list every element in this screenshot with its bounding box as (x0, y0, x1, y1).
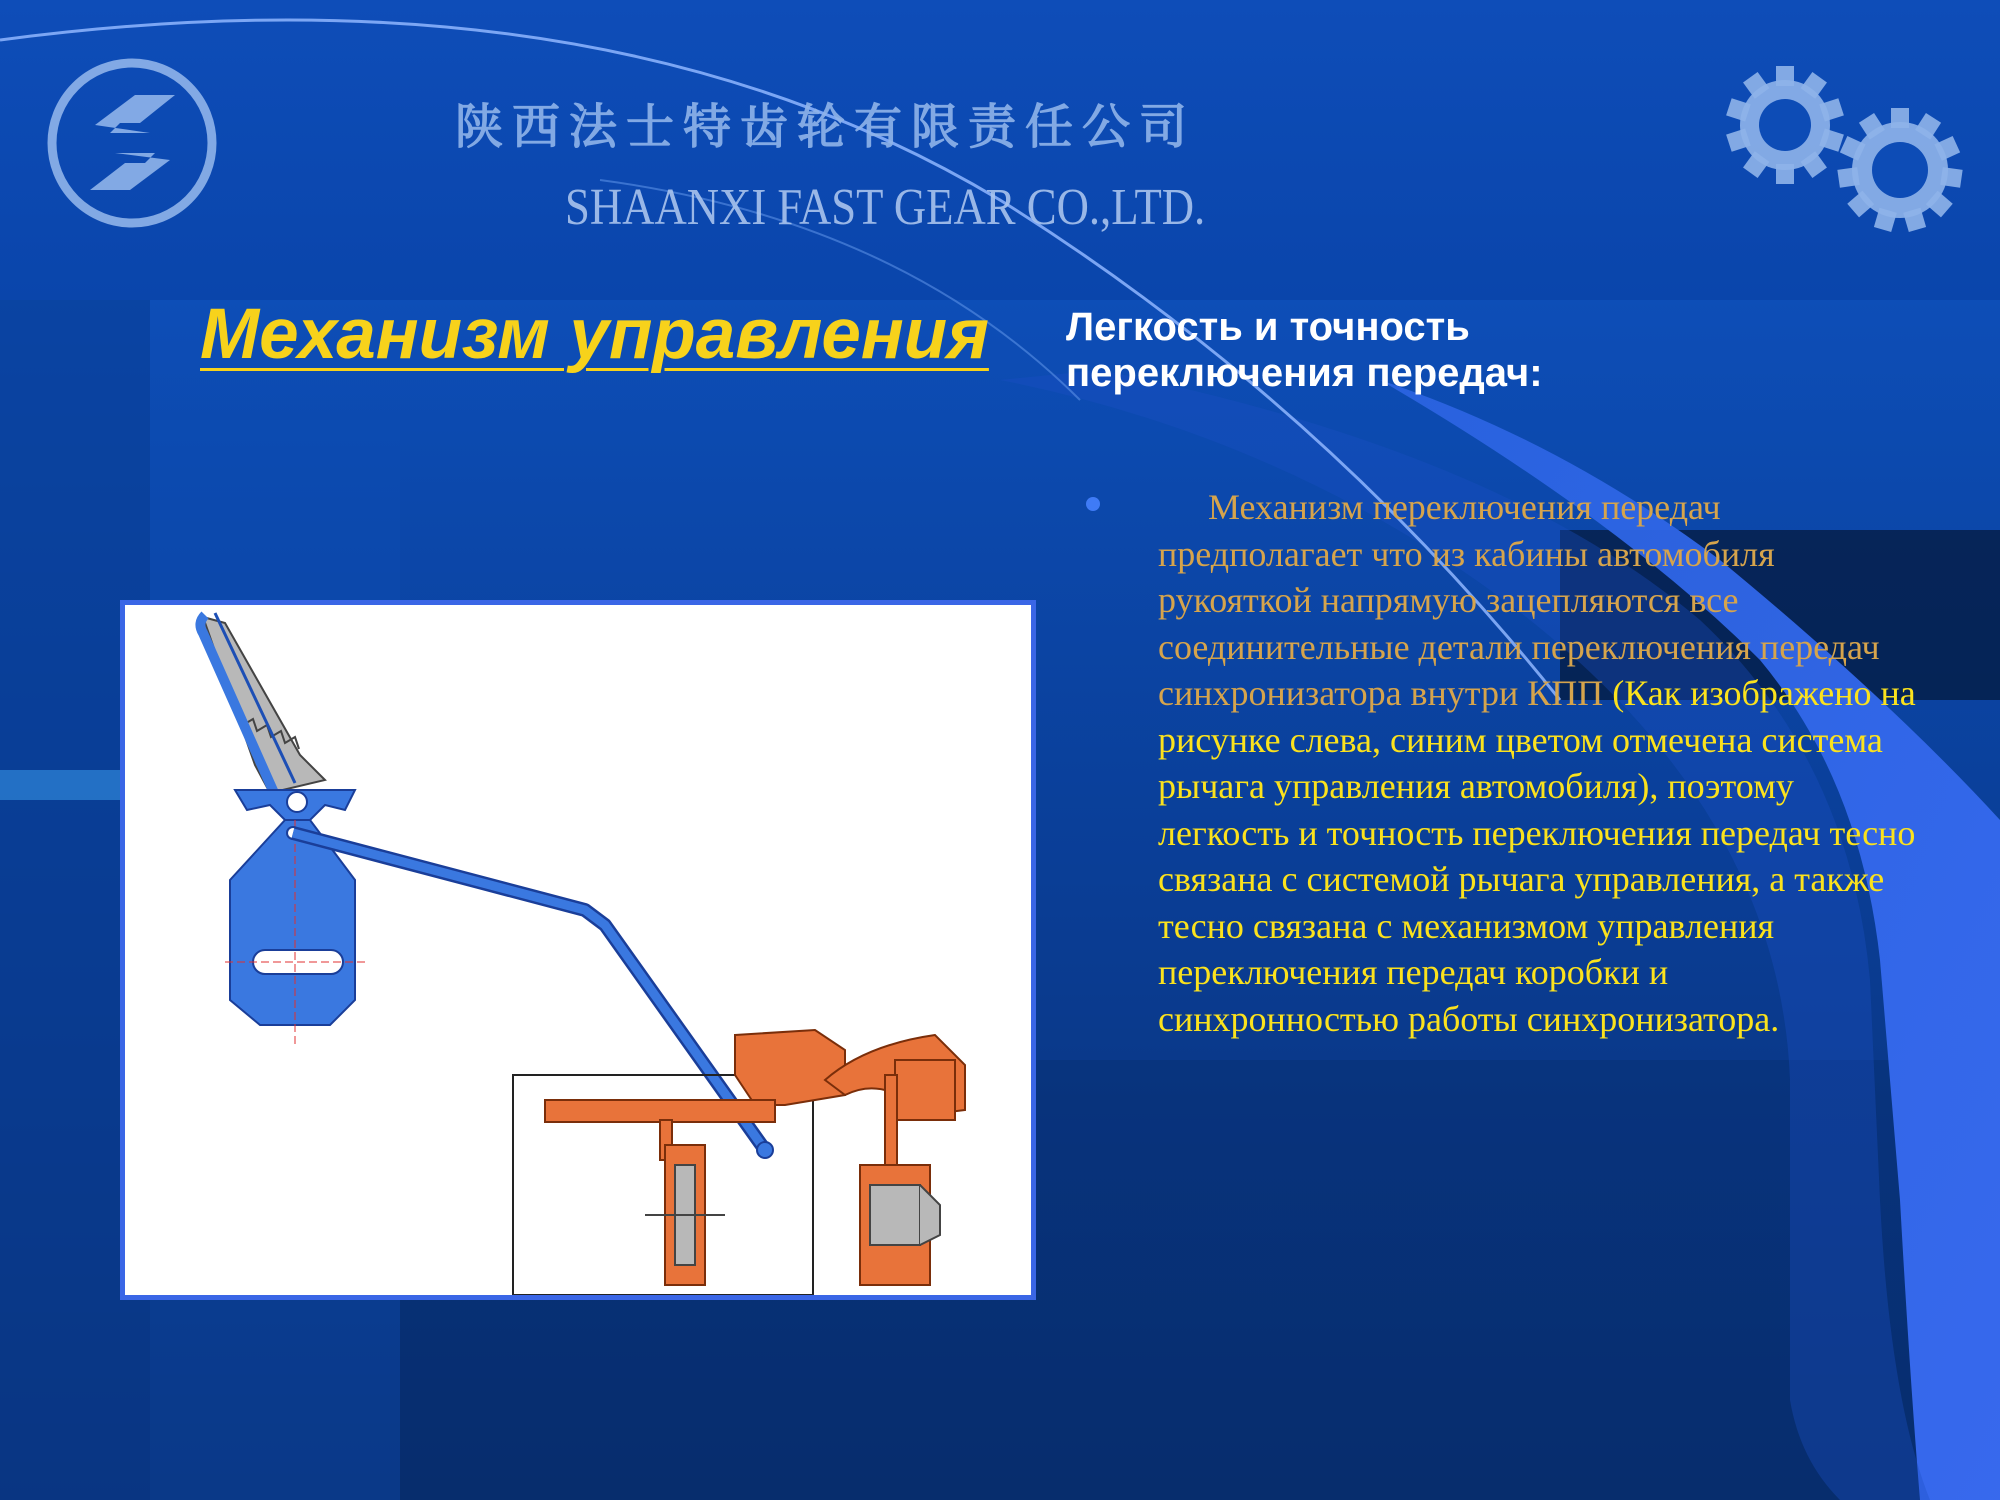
gears-icon (1700, 60, 1980, 260)
fast-gear-logo-icon (40, 55, 225, 230)
lever-mount (235, 790, 355, 820)
pedal-bracket (225, 820, 365, 1045)
shift-mechanism-diagram (125, 605, 1031, 1295)
bullet-paragraph (1158, 484, 1918, 1042)
shift-mechanism-figure (120, 600, 1036, 1300)
subtitle-line-1: Легкость и точность (1066, 305, 1470, 349)
slide-title: Механизм управления (200, 295, 989, 374)
company-name-english: SHAANXI FAST GEAR CO.,LTD. (565, 179, 1206, 236)
slide-subtitle (1066, 304, 1766, 396)
bullet-text-part-1: Механизм переключения передач предполагает что из кабины автомобиля рукояткой напрямую зацепляются все соединительные детали переключения передач синхронизатора внутри КПП (1158, 487, 1880, 713)
bullet-point-icon (1086, 497, 1100, 511)
subtitle-line-2: переключения передач: (1066, 351, 1543, 395)
gearbox-shift-housing (513, 1030, 965, 1295)
shift-lever-boot (200, 613, 325, 795)
bullet-text-part-2: (Как изображено на рисунке слева, синим цветом отмечена система рычага управления автомобиля), поэтому легкость и точность переключения передач тесно связана с системой рычага управления, а также тесно связана с механизмом управления переключения передач коробки и синхронностью работы синхронизатора. (1158, 673, 1916, 1039)
company-name-chinese: 陕西法士特齿轮有限责任公司 (455, 99, 1197, 155)
